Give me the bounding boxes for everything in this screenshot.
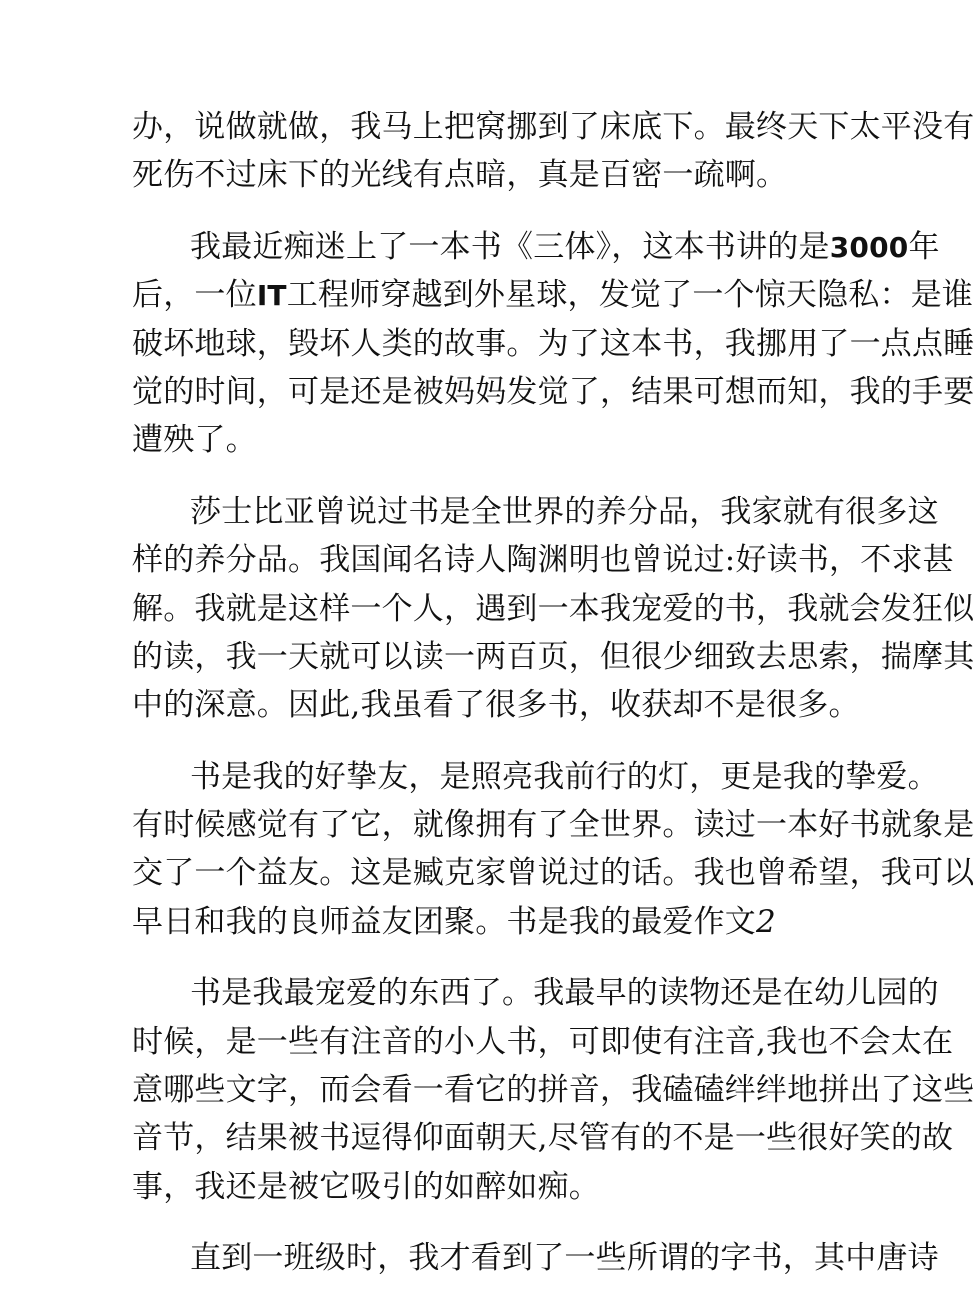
p1-line-2: 死伤不过床下的光线有点暗，真是百密一疏啊。	[132, 157, 788, 194]
p5-line-5: 事，我还是被它吸引的如醉如痴。	[132, 1168, 600, 1205]
p2-it-abbrev: IT	[256, 279, 287, 313]
p4-line-3: 交了一个益友。这是臧克家曾说过的话。我也曾希望，我可以	[132, 855, 974, 892]
p2-line-1	[132, 223, 940, 271]
p2-line-2-head: 后，一位	[132, 277, 257, 314]
p4-line-4-text: 早日和我的良师益友团聚。书是我的最爱作文	[132, 903, 756, 940]
p2-line-2-tail: 工程师穿越到外星球，发觉了一个惊天隐私：是谁	[286, 277, 974, 314]
p3-line-4: 的读，我一天就可以读一两百页，但很少细致去思索，揣摩其	[132, 638, 974, 675]
document-body	[132, 103, 974, 1283]
p4-line-4	[132, 898, 812, 946]
p2-line-1-text: 我最近痴迷上了一本书《三体》，这本书讲的是	[190, 228, 830, 265]
p3-line-1: 莎士比亚曾说过书是全世界的养分品，我家就有很多这	[190, 493, 939, 530]
p6-line-1: 直到一班级时，我才看到了一些所谓的字书，其中唐诗	[190, 1240, 939, 1277]
p5-line-1: 书是我最宠爱的东西了。我最早的读物还是在幼儿园的	[190, 975, 939, 1012]
p2-year-number: 3000	[829, 230, 909, 264]
p5-line-2: 时候，是一些有注音的小人书，可即使有注音,我也不会太在	[132, 1023, 954, 1060]
p5-line-3: 意哪些文字，而会看一看它的拼音，我磕磕绊绊地拼出了这些	[132, 1072, 974, 1109]
p4-line-2: 有时候感觉有了它，就像拥有了全世界。读过一本好书就象是	[132, 807, 974, 844]
p2-line-5: 遭殃了。	[132, 422, 257, 459]
p3-line-2: 样的养分品。我国闻名诗人陶渊明也曾说过:好读书，不求甚	[132, 542, 954, 579]
p3-line-3: 解。我就是这样一个人，遇到一本我宠爱的书，我就会发狂似	[132, 590, 974, 627]
p2-line-4: 觉的时间，可是还是被妈妈发觉了，结果可想而知，我的手要	[132, 373, 974, 410]
p2-line-1-tail: 年	[908, 228, 940, 265]
p3-line-5: 中的深意。因此,我虽看了很多书，收获却不是很多。	[132, 687, 860, 724]
p5-line-4: 音节，结果被书逗得仰面朝天,尽管有的不是一些很好笑的故	[132, 1120, 954, 1157]
p4-section-number: 2	[756, 903, 776, 940]
p2-line-2	[132, 271, 974, 319]
p4-line-1: 书是我的好挚友，是照亮我前行的灯，更是我的挚爱。	[190, 758, 939, 795]
p2-line-3: 破坏地球，毁坏人类的故事。为了这本书，我挪用了一点点睡	[132, 325, 974, 362]
p1-line-1: 办，说做就做，我马上把窝挪到了床底下。最终天下太平没有	[132, 109, 974, 145]
